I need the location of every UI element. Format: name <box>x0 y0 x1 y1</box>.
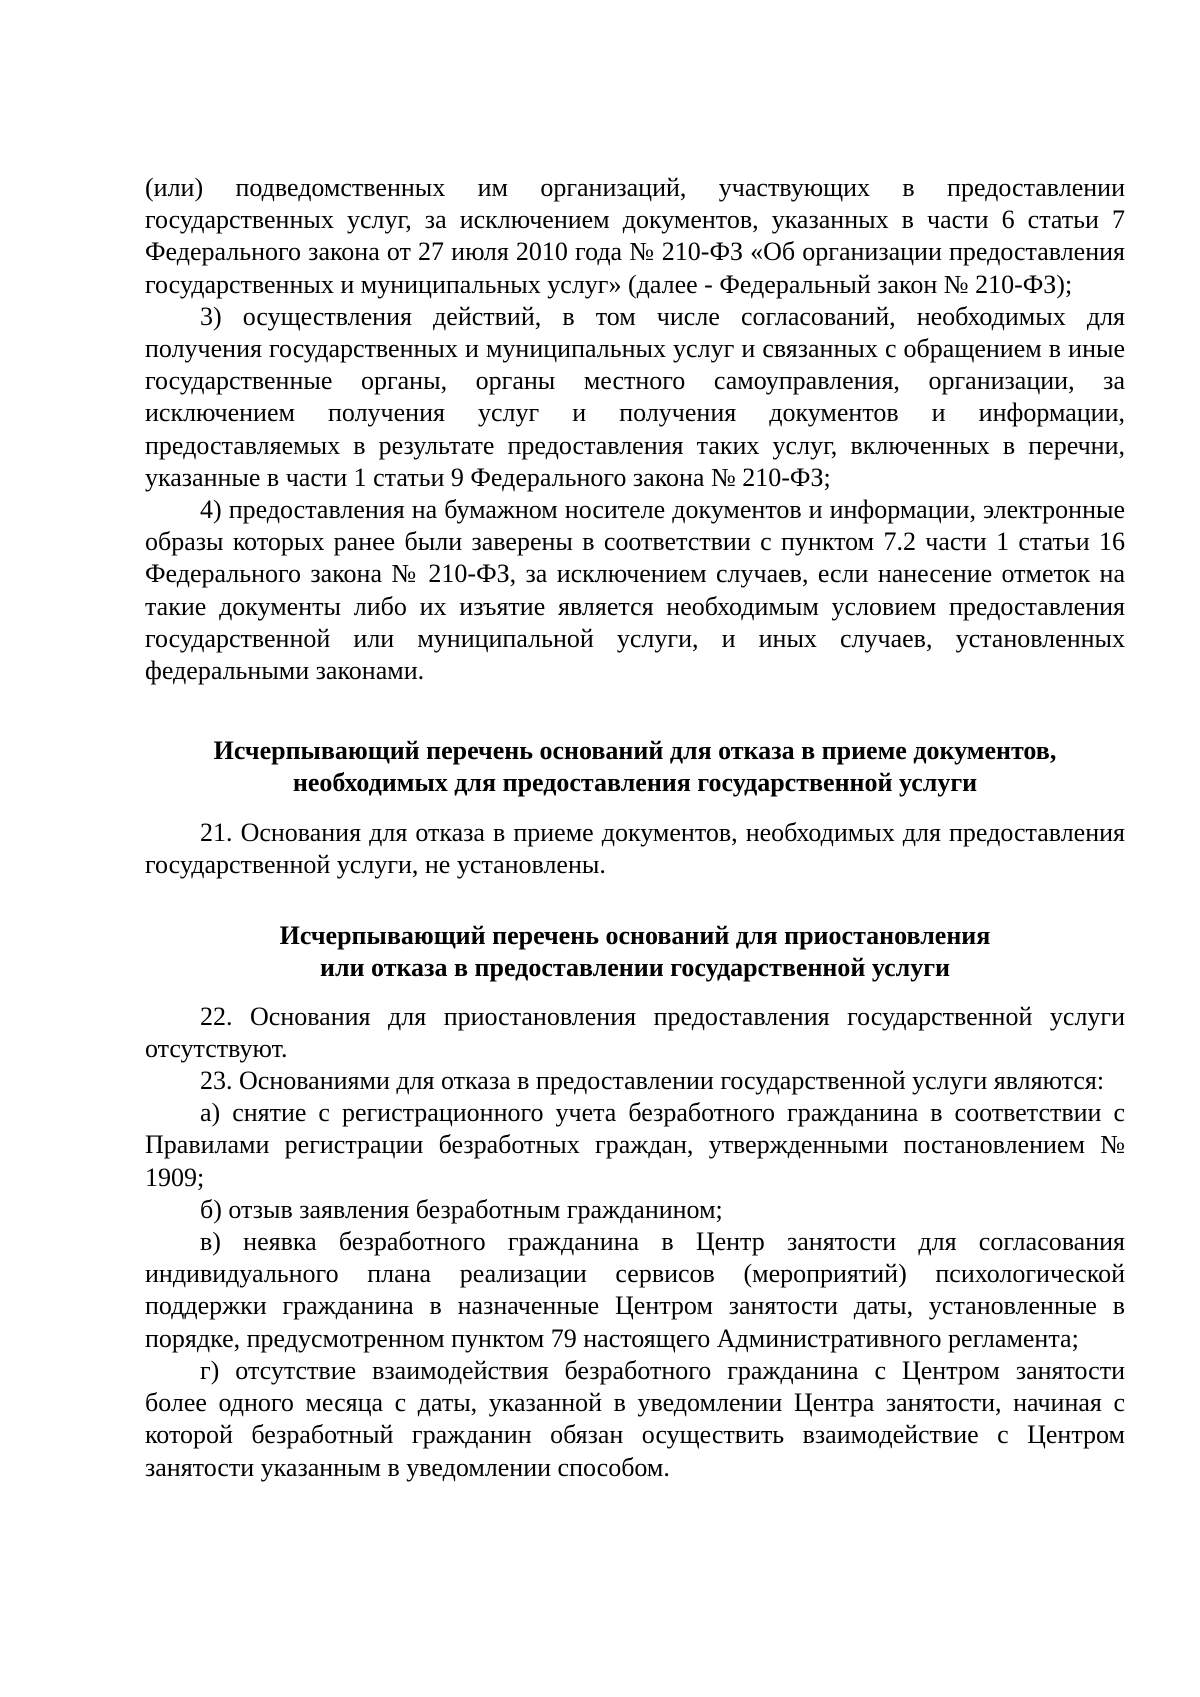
heading-line: Исчерпывающий перечень оснований для приостановления <box>279 920 991 950</box>
paragraph-continuation: (или) подведомственных им организаций, участвующих в предоставлении государственных услуг, за исключением документов, указанных в части 6 статьи 7 Федерального закона от 27 июля 2010 года № 210-ФЗ «Об организации предоставления государственных и муниципальных услуг» (далее - Федеральный закон № 210-ФЗ); <box>145 173 1125 299</box>
paragraph-22: 22. Основания для приостановления предоставления государственной услуги отсутствуют. <box>145 1001 1125 1063</box>
heading-line: Исчерпывающий перечень оснований для отказа в приеме документов, <box>213 736 1057 766</box>
paragraph-21: 21. Основания для отказа в приеме документов, необходимых для предоставления государственной услуги, не установлены. <box>145 818 1125 880</box>
paragraph-23-a: а) снятие с регистрационного учета безработного гражданина в соответствии с Правилами регистрации безработных граждан, утвержденными постановлением № 1909; <box>145 1098 1125 1192</box>
section-heading-refusal-acceptance <box>145 735 1125 799</box>
heading-line: или отказа в предоставлении государственной услуги <box>319 952 951 982</box>
paragraph-23-b: б) отзыв заявления безработным гражданином; <box>200 1194 723 1224</box>
paragraph-item-4: 4) предоставления на бумажном носителе документов и информации, электронные образы которых ранее были заверены в соответствии с пунктом 7.2 части 1 статьи 16 Федерального закона № 210-ФЗ, за исключением случаев, если нанесение отметок на такие документы либо их изъятие является необходимым условием предоставления государственной или муниципальной услуги, и иных случаев, установленных федеральными законами. <box>145 495 1125 686</box>
heading-line: необходимых для предоставления государственной услуги <box>292 768 978 798</box>
paragraph-item-3: 3) осуществления действий, в том числе согласований, необходимых для получения государственных и муниципальных услуг и связанных с обращением в иные государственные органы, органы местного самоуправления, организации, за исключением получения услуг и получения документов и информации, предоставляемых в результате предоставления таких услуг, включенных в перечни, указанные в части 1 статьи 9 Федерального закона № 210-ФЗ; <box>145 301 1125 492</box>
document-page <box>145 172 1125 1484</box>
paragraph-23-g: г) отсутствие взаимодействия безработного гражданина с Центром занятости более одного месяца с даты, указанной в уведомлении Центра занятости, начиная с которой безработный гражданин обязан осуществить взаимодействие с Центром занятости указанным в уведомлении способом. <box>145 1355 1125 1482</box>
paragraph-23-v: в) неявка безработного гражданина в Центр занятости для согласования индивидуального плана реализации сервисов (мероприятий) психологической поддержки гражданина в назначенные Центром занятости даты, установленные в порядке, предусмотренном пунктом 79 настоящего Административного регламента; <box>145 1227 1125 1353</box>
section-heading-suspension-refusal <box>145 920 1125 984</box>
paragraph-23: 23. Основаниями для отказа в предоставлении государственной услуги являются: <box>200 1066 1105 1096</box>
